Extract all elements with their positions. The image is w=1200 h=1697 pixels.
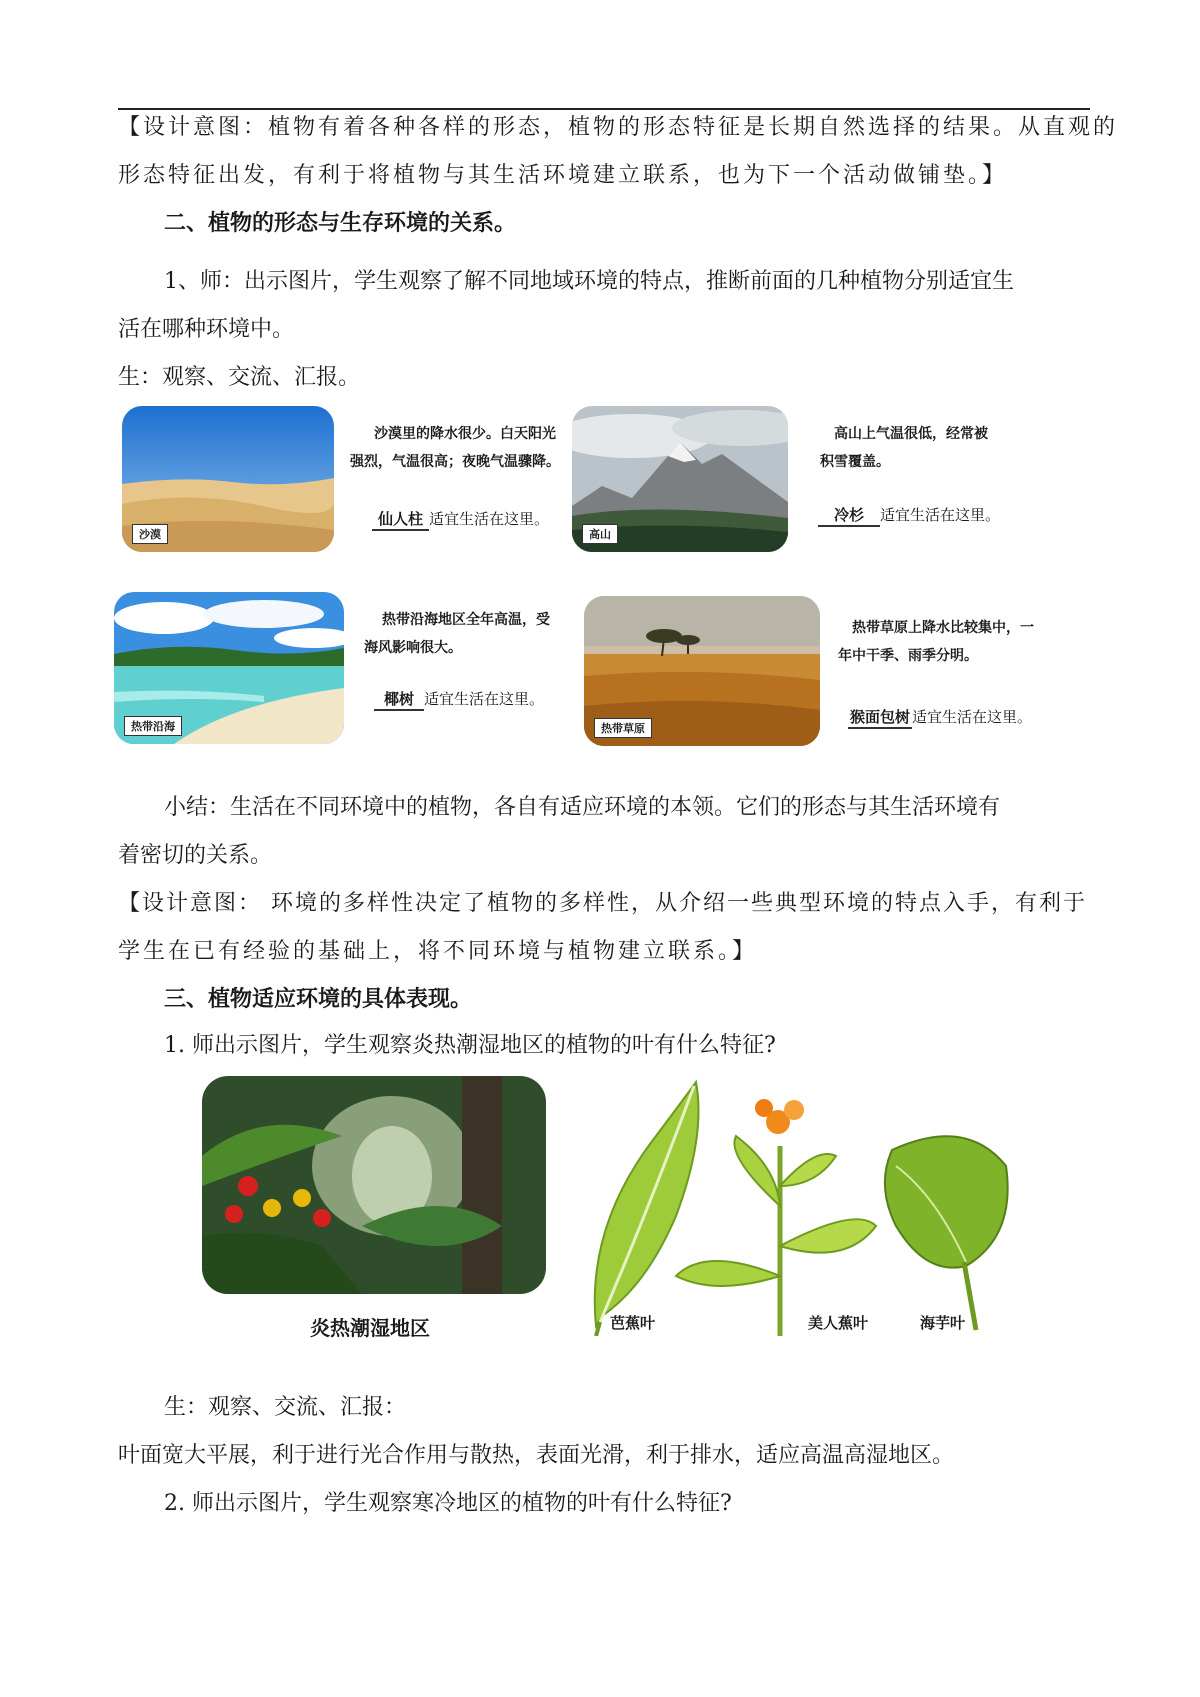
section3-heading: 三、植物适应环境的具体表现。 — [164, 987, 473, 1012]
savanna-image — [584, 596, 820, 746]
desert-fill — [372, 508, 549, 531]
savanna-tag: 热带草原 — [594, 718, 652, 738]
desert-tag: 沙漠 — [132, 524, 168, 544]
s3-item2: 2. 师出示图片，学生观察寒冷地区的植物的叶有什么特征? — [164, 1491, 732, 1516]
tropical-coast-image — [114, 592, 344, 744]
s2-item1-line1: 1、师：出示图片，学生观察了解不同地域环境的特点，推断前面的几种植物分别适宜生 — [164, 269, 1014, 294]
s2-student: 生：观察、交流、汇报。 — [118, 365, 361, 390]
canna-leaf-label: 美人蕉叶 — [808, 1314, 869, 1332]
mountain-desc-line1: 高山上气温很低，经常被 — [834, 426, 988, 442]
mountain-plant: 冷杉 — [818, 504, 880, 527]
desert-image — [122, 406, 334, 552]
mountain-suffix: 适宜生活在这里。 — [880, 506, 1001, 524]
savanna-suffix: 适宜生活在这里。 — [912, 708, 1033, 726]
summary-line1: 小结：生活在不同环境中的植物，各自有适应环境的本领。它们的形态与其生活环境有 — [164, 795, 1001, 820]
taro-leaf-label: 海芋叶 — [920, 1314, 966, 1332]
savanna-plant: 猴面包树 — [848, 706, 912, 729]
mountain-desc-line2: 积雪覆盖。 — [820, 454, 890, 470]
design-intent-1-line1: 【设计意图：植物有着各种各样的形态，植物的形态特征是长期自然选择的结果。从直观的 — [118, 115, 1119, 140]
design-intent-2-line1: 【设计意图： 环境的多样性决定了植物的多样性，从介绍一些典型环境的特点入手，有利于 — [118, 891, 1087, 916]
tropical-coast-tag: 热带沿海 — [124, 716, 182, 736]
s2-item1-line2: 活在哪种环境中。 — [118, 317, 295, 342]
desert-desc-line1: 沙漠里的降水很少。白天阳光 — [374, 426, 556, 442]
mountain-fill — [818, 504, 1000, 527]
coast-suffix: 适宜生活在这里。 — [424, 690, 545, 708]
rainforest-label: 炎热潮湿地区 — [310, 1316, 430, 1340]
mountain-image — [572, 406, 788, 552]
design-intent-1-line2: 形态特征出发，有利于将植物与其生活环境建立联系，也为下一个活动做铺垫。】 — [118, 163, 1008, 188]
s3-student: 生：观察、交流、汇报： — [164, 1395, 407, 1420]
savanna-desc-line2: 年中干季、雨季分明。 — [838, 648, 978, 664]
section2-heading: 二、植物的形态与生存环境的关系。 — [164, 211, 517, 236]
s3-item1: 1. 师出示图片，学生观察炎热潮湿地区的植物的叶有什么特征? — [164, 1033, 776, 1058]
desert-desc-line2: 强烈，气温很高；夜晚气温骤降。 — [350, 454, 560, 470]
rainforest-image — [202, 1076, 546, 1294]
savanna-fill — [848, 706, 1032, 729]
leaves-illustration — [566, 1076, 1016, 1336]
banana-leaf-label: 芭蕉叶 — [610, 1314, 656, 1332]
s3-answer: 叶面宽大平展，利于进行光合作用与散热，表面光滑，利于排水，适应高温高湿地区。 — [118, 1443, 955, 1468]
coast-desc-line1: 热带沿海地区全年高温，受 — [382, 612, 550, 628]
coast-desc-line2: 海风影响很大。 — [364, 640, 462, 656]
summary-line2: 着密切的关系。 — [118, 843, 273, 868]
desert-plant: 仙人柱 — [372, 508, 429, 531]
desert-suffix: 适宜生活在这里。 — [429, 510, 550, 528]
coast-fill — [374, 688, 544, 711]
mountain-tag: 高山 — [582, 524, 618, 544]
coast-plant: 椰树 — [374, 688, 424, 711]
design-intent-2-line2: 学生在已有经验的基础上，将不同环境与植物建立联系。】 — [118, 939, 758, 964]
savanna-desc-line1: 热带草原上降水比较集中，一 — [852, 620, 1034, 636]
